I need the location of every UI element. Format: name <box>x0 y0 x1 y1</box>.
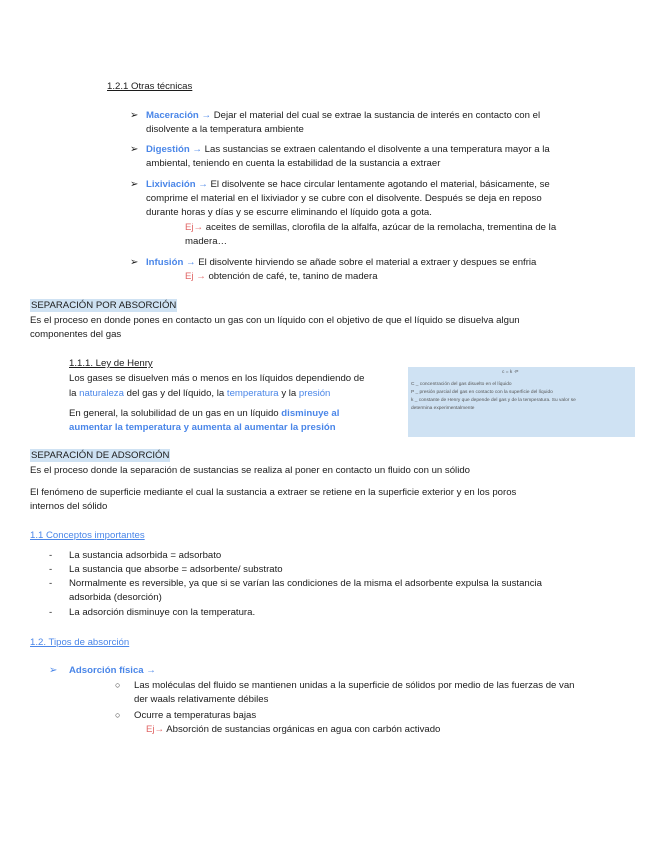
arrowhead-bullet-icon: ➢ <box>130 257 139 268</box>
section-heading-adsorcion: SEPARACIÓN DE ADSORCIÓN <box>31 450 170 461</box>
formula-equation: c = k ·P <box>502 370 519 375</box>
concepto-item-cont: adsorbida (desorción) <box>69 592 162 603</box>
term-maceracion: Maceración <box>146 110 199 121</box>
formula-c-def: C _ concentración del gas disuelto en el líquido <box>411 382 512 387</box>
list-item-infusion: Infusión → El disolvente hirviendo se añade sobre el material a extraer y despues se enfria <box>146 257 537 268</box>
arrowhead-bullet-icon: ➢ <box>130 110 139 121</box>
example-lixiviacion: Ej→ aceites de semillas, clorofila de la alfalfa, azúcar de la remolacha, trementina de la <box>185 222 557 233</box>
adsorcion-phenomenon-cont: internos del sólido <box>30 501 108 512</box>
circle-bullet-icon: ○ <box>115 710 121 720</box>
henry-line-2: la naturaleza del gas y del líquido, la temperatura y la presión <box>69 388 331 399</box>
concepto-item: La sustancia que absorbe = adsorbente/ substrato <box>69 564 283 575</box>
absorcion-definition-cont: componentes del gas <box>30 329 122 340</box>
tipos-heading: 1.2. Tipos de absorción <box>30 637 130 648</box>
absorcion-definition: Es el proceso en donde pones en contacto un gas con un líquido con el objetivo de que el líquido se disuelva algun <box>30 315 520 326</box>
dash-bullet-icon: - <box>49 564 53 575</box>
list-item-lixiviacion-cont: comprime el material en el lixiviador y se cubre con el disolvente. Después se deja en reposo <box>146 193 542 204</box>
concepto-item: La adsorción disminuye con la temperatura. <box>69 607 256 618</box>
arrowhead-bullet-icon: ➢ <box>49 665 58 676</box>
example-lixiviacion-cont: madera… <box>185 236 228 247</box>
example-adsorcion-fisica: Ej→ Absorción de sustancias orgánicas en agua con carbón activado <box>146 724 441 735</box>
list-item-maceracion: Maceración → Dejar el material del cual se extrae la sustancia de interés en contacto con el <box>146 110 541 121</box>
list-item-lixiviacion: Lixiviación → El disolvente se hace circular lentamente agotando el material, básicamente, se <box>146 179 550 190</box>
formula-p-def: P _ presión parcial del gas en contacto con la superficie del líquido <box>411 390 553 395</box>
henry-heading: 1.1.1. Ley de Henry <box>69 358 153 369</box>
adsorcion-fisica-temp: Ocurre a temperaturas bajas <box>134 710 257 721</box>
adsorcion-definition: Es el proceso donde la separación de sustancias se realiza al poner en contacto un fluido con un sólido <box>30 465 470 476</box>
dash-bullet-icon: - <box>49 550 53 561</box>
arrowhead-bullet-icon: ➢ <box>130 179 139 190</box>
dash-bullet-icon: - <box>49 607 53 618</box>
list-item-lixiviacion-cont2: durante horas y días y se escurre eliminando el líquido gota a gota. <box>146 207 432 218</box>
dash-bullet-icon: - <box>49 578 53 589</box>
concepto-item: Normalmente es reversible, ya que si se varían las condiciones de la misma el adsorbente expulsa la sustancia <box>69 578 542 589</box>
circle-bullet-icon: ○ <box>115 680 121 690</box>
henry-line-4: aumentar la temperatura y aumenta al aumentar la presión <box>69 422 336 433</box>
henry-line-1: Los gases se disuelven más o menos en los líquidos dependiendo de <box>69 373 365 384</box>
list-item-digestion: Digestión → Las sustancias se extraen calentando el disolvente a una temperatura mayor a la <box>146 144 550 155</box>
formula-k-def: k _ constante de Henry que depende del gas y de la temperatura. Su valor se <box>411 398 576 403</box>
adsorcion-phenomenon: El fenómeno de superficie mediante el cual la sustancia a extraer se retiene en la superficie exterior y en los poros <box>30 487 517 498</box>
adsorcion-fisica-detail-cont: der waals relativamente débiles <box>134 694 269 705</box>
section-heading-absorcion: SEPARACIÓN POR ABSORCIÓN <box>31 300 177 311</box>
conceptos-heading: 1.1 Conceptos importantes <box>30 530 145 541</box>
adsorcion-fisica-term: Adsorción física → <box>69 665 156 676</box>
henry-line-3: En general, la solubilidad de un gas en un líquido disminuye al <box>69 408 340 419</box>
concepto-item: La sustancia adsorbida = adsorbato <box>69 550 222 561</box>
henry-formula-image <box>408 367 635 437</box>
example-infusion: Ej → obtención de café, te, tanino de madera <box>185 271 378 282</box>
list-item-digestion-cont: ambiental, teniendo en cuenta la estabilidad de la sustancia a extraer <box>146 158 441 169</box>
adsorcion-fisica-detail: Las moléculas del fluido se mantienen unidas a la superficie de sólidos por medio de las fuerzas de van <box>134 680 575 691</box>
section-heading-otras-tecnicas: 1.2.1 Otras técnicas <box>107 81 193 92</box>
formula-k-def-cont: determina experimentalmente <box>411 406 475 411</box>
list-item-maceracion-cont: disolvente a la temperatura ambiente <box>146 124 304 135</box>
arrowhead-bullet-icon: ➢ <box>130 144 139 155</box>
